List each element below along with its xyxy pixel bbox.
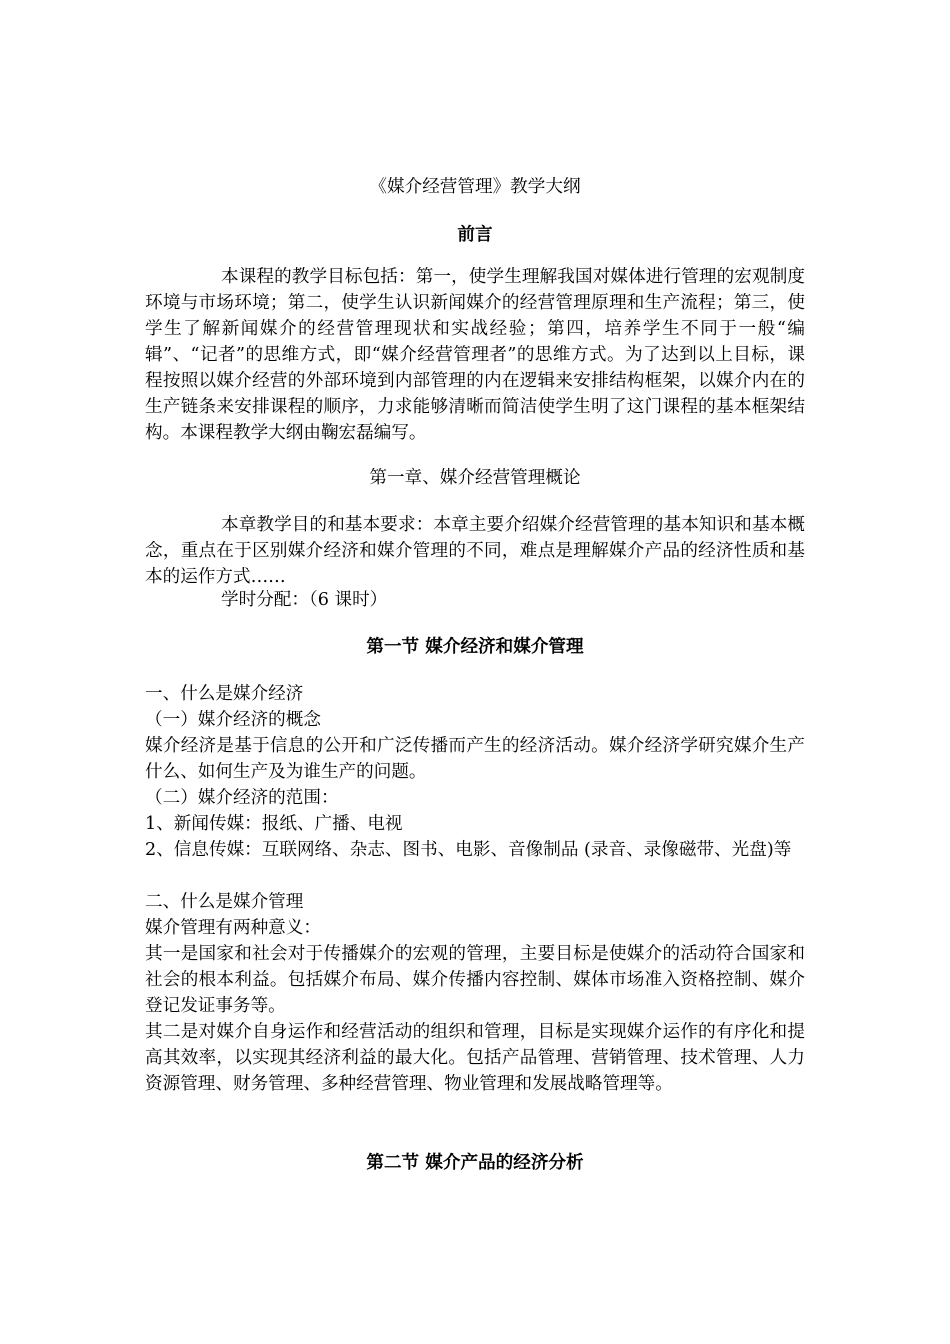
section-content — [145, 681, 805, 1097]
preface-paragraph: 本课程的教学目标包括：第一，使学生理解我国对媒体进行管理的宏观制度环境与市场环境；第二，使学生认识新闻媒介的经营管理原理和生产流程；第三，使学生了解新闻媒介的经营管理现状和实战经验；第四，培养学生不同于一般“编辑”、“记者”的思维方式，即“媒介经营管理者”的思维方式。为了达到以上目标，课程按照以媒介经营的外部环境到内部管理的内在逻辑来安排结构框架，以媒介内在的生产链条来安排课程的顺序，力求能够清晰而简洁使学生明了这门课程的基本框架结构。本课程教学大纲由鞠宏磊编写。 — [145, 267, 805, 443]
section-title: 第一节 媒介经济和媒介管理 — [366, 636, 584, 657]
chapter-requirements: 本章教学目的和基本要求：本章主要介绍媒介经营管理的基本知识和基本概念，重点在于区别媒介经济和媒介管理的不同，难点是理解媒介产品的经济性质和基本的运作方式…… — [145, 515, 805, 587]
scope-item-news-media: 1、新闻传媒：报纸、广播、电视 — [145, 814, 403, 834]
scope-item-info-media: 2、信息传媒：互联网络、杂志、图书、电影、音像制品 (录音、录像磁带、光盘)等 — [145, 840, 792, 860]
document-title: 《媒介经营管理》教学大纲 — [369, 177, 581, 197]
heading-media-economy: 一、什么是媒介经济 — [145, 684, 304, 704]
concept-text: 媒介经济是基于信息的公开和广泛传播而产生的经济活动。媒介经济学研究媒介生产什么、如何生产及为谁生产的问题。 — [145, 736, 805, 782]
management-intro: 媒介管理有两种意义： — [145, 918, 321, 938]
preface-heading: 前言 — [457, 224, 493, 245]
management-meaning-2: 其二是对媒介自身运作和经营活动的组织和管理，目标是实现媒介运作的有序化和提高其效率，以实现其经济利益的最大化。包括产品管理、营销管理、技术管理、人力资源管理、财务管理、多种经营管理、物业管理和发展战略管理等。 — [145, 1022, 805, 1094]
subheading-concept: （一）媒介经济的概念 — [145, 710, 321, 730]
chapter-hours: 学时分配：（6 课时） — [221, 590, 388, 610]
management-meaning-1: 其一是国家和社会对于传播媒介的宏观的管理，主要目标是使媒介的活动符合国家和社会的根本利益。包括媒介布局、媒介传播内容控制、媒体市场准入资格控制、媒介登记发证事务等。 — [145, 944, 805, 1016]
heading-media-management: 二、什么是媒介管理 — [145, 892, 304, 912]
subheading-scope: （二）媒介经济的范围： — [145, 788, 339, 808]
chapter-title: 第一章、媒介经营管理概论 — [369, 468, 581, 488]
section-title-2: 第二节 媒介产品的经济分析 — [366, 1152, 584, 1173]
